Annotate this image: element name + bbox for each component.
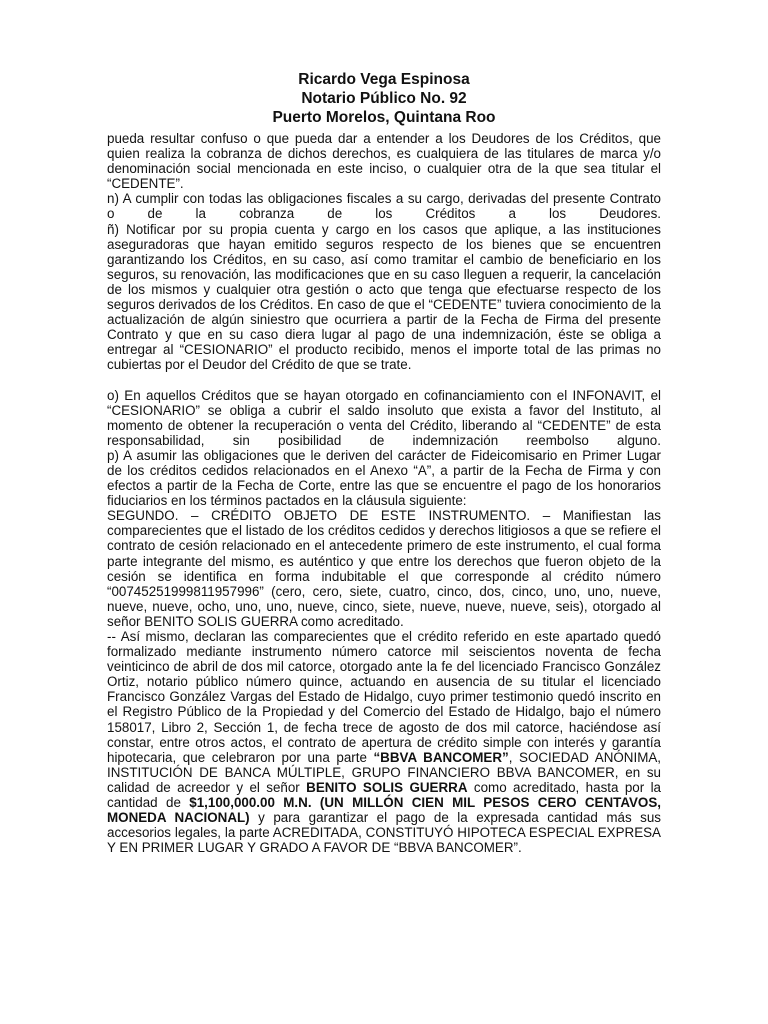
clause-n [107, 191, 661, 221]
paragraph-text: otra de la que sea titular el “CEDENTE”. [107, 161, 662, 192]
clause-text: n) A cumplir con todas las obligaciones fiscales a su cargo, derivadas del presente [107, 191, 606, 207]
paragraph-text: y para garantizar el pago de la expresada cantidad más sus accesorios legales, la parte ACREDITADA, CONSTITUYÓ HIPOTECA ESPECIAL EXPRESA Y EN PRIMER LUGAR Y GRADO A FAVOR DE “BBVA BANCOMER”. [107, 810, 661, 856]
document-body [107, 131, 661, 855]
bank-name: “BBVA BANCOMER” [373, 749, 509, 765]
borrower-name: BENITO SOLIS GUERRA [306, 779, 468, 795]
notary-name: Ricardo Vega Espinosa [298, 71, 470, 88]
notary-office: Notario Público No. 92 [301, 90, 467, 107]
paragraph-text: -- Así mismo, declaran las comparecientes que el crédito referido en este apartado quedó formalizado mediante instrumento número catorce mil seiscientos noventa de fecha veinticinco de abril de dos mil catorce, otorgado ante la fe del licenciado Francisco González Ortiz, notario público número quince, actuando en ausencia de su titular el licenciado Francisco González Vargas del Estado de Hidalgo, cuyo primer testimonio quedó inscrito en el Registro Público de la Propiedad y del Comercio del Estado de Hidalgo, bajo el número 158017, Libro 2, Sección 1, de fecha trece de agosto de dos mil catorce, haciéndose así constar, entre otros actos, el contrato de apertura de crédito simple con interés y garantía hipotecaria, que celebraron por una parte [107, 629, 661, 765]
paragraph-text: , SOCIEDAD ANÓNIMA, INSTITUCIÓN DE BANCA MÚLTIPLE, GRUPO FINANCIERO BBVA BANCOMER, en su calidad de acreedor y el señor [107, 749, 662, 795]
paragraph-continuation [107, 131, 661, 191]
notary-location: Puerto Morelos, Quintana Roo [272, 109, 496, 126]
clause-p: p) A asumir las obligaciones que le deriven del carácter de Fideicomisario en Primer Lugar de los créditos cedidos relacionados en el Anexo “A”, a partir de la Fecha de Firma y con efectos a partir de la Fecha de Corte, entre las que se encuentre el pago de los honorarios fiduciarios en los términos pactados en la cláusula siguiente: [107, 447, 661, 509]
paragraph-asimismo [107, 629, 661, 855]
notary-header [0, 70, 768, 127]
clause-text: reembolso alguno. [526, 432, 661, 448]
paragraph-text: pueda resultar confuso o que pueda dar a entender a los Deudores de los Créditos, que quien realiza la cobranza de dichos derechos, es cualquiera de las titulares de marca y/o denominación social mencionada en este inciso, o cualquier [107, 131, 661, 177]
clause-enye: ñ) Notificar por su propia cuenta y cargo en los casos que aplique, a las instituciones aseguradoras que hayan emitido seguros respecto de los bienes que se encuentren garantizando los Créditos, en su caso, así como tramitar el cambio de beneficiario en los seguros, su renovación, las modificaciones que en su caso lleguen a requerir, la cancelación de los mismos y cualquier otra gestión o acto que tenga que efectuarse respecto de los seguros derivados de los Créditos. En caso de que el “CEDENTE” tuviera conocimiento de la actualización de algún siniestro que ocurriera a partir de la Fecha de Firma del presente Contrato y que en su caso diera lugar al pago de una indemnización, éste se obliga a entregar al “CESIONARIO” el producto recibido, menos el importe total de las primas no cubiertas por el Deudor del Crédito de que se trate. [107, 221, 661, 373]
paragraph-text: como acreditado, hasta por la cantidad de [107, 779, 661, 811]
clause-text: o) En aquellos Créditos que se hayan otorgado en cofinanciamiento con el INFONAVIT, el “CESIONARIO” se obliga a cubrir el saldo insoluto que exista a favor del Instituto, al momento de obtener la recuperación o venta del Crédito, liberando al “CEDENTE” de esta responsabilidad, sin posibilidad de indemnización [107, 387, 661, 448]
credit-amount: $1,100,000.00 M.N. (UN MILLÓN CIEN MIL PESOS CERO CENTAVOS, MONEDA NACIONAL) [107, 795, 661, 826]
clause-segundo: SEGUNDO. – CRÉDITO OBJETO DE ESTE INSTRUMENTO. – Manifiestan las comparecientes que el listado de los créditos cedidos y derechos litigiosos a que se refiere el contrato de cesión relacionado en el antecedente primero de este instrumento, el cual forma parte integrante del mismo, es auténtico y que entre los derechos que fueron objeto de la cesión se identifica en forma indubitable el que corresponde al crédito número “00745251999811957996” (cero, cero, siete, cuatro, cinco, dos, cinco, uno, uno, nueve, nueve, nueve, ocho, uno, uno, nueve, cinco, siete, nueve, nueve, nueve, seis), otorgado al señor BENITO SOLIS GUERRA como acreditado. [107, 508, 661, 629]
clause-text: Contrato o de la cobranza de los Créditos a los Deudores. [107, 191, 661, 222]
clause-o [107, 388, 661, 448]
